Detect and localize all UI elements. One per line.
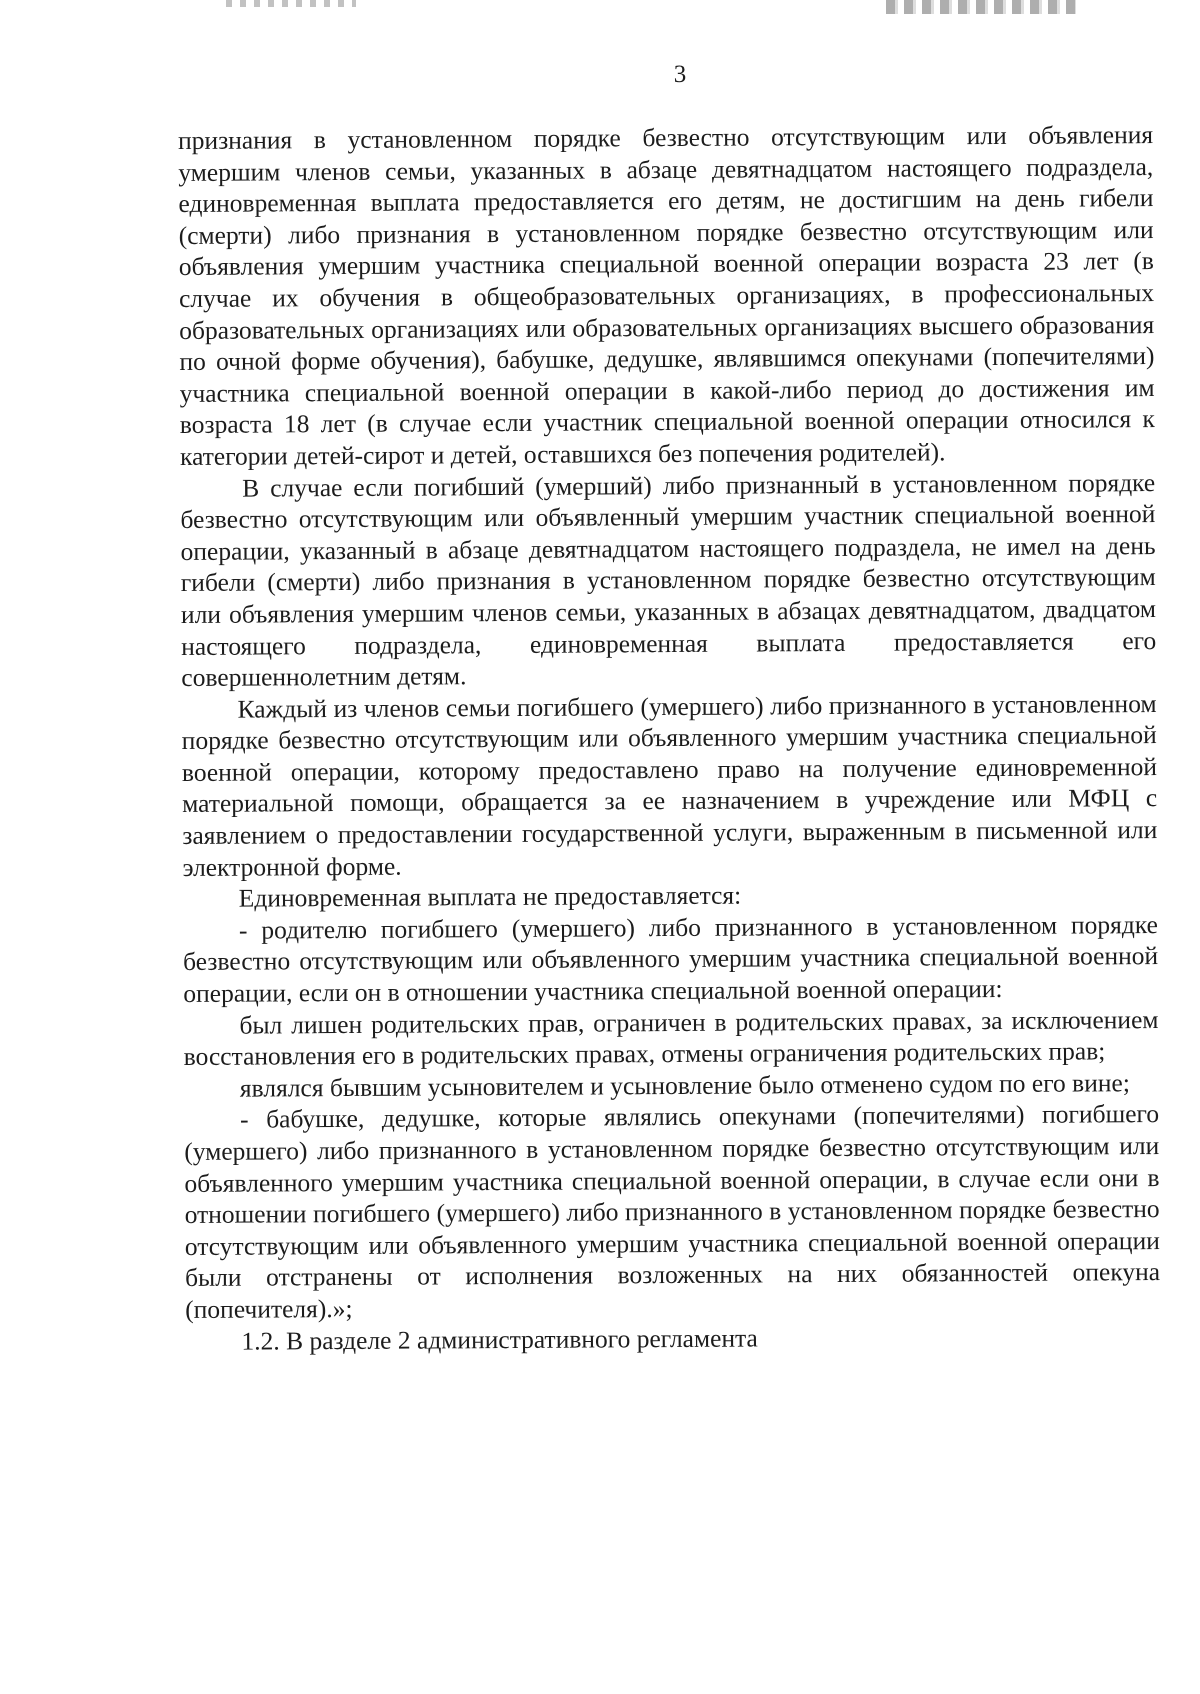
list-subitem-deprived-rights: был лишен родительских прав, ограничен в родительских правах, за исключением восстановления его в родительских правах, отмены ограничения родительских прав; <box>183 1004 1159 1072</box>
list-item-grandparents: - бабушке, дедушке, которые являлись опекунами (попечителями) погибшего (умершего) либо признанного в установленном порядке безвестно отсутствующим или объявленного умершим участника специальной военной операции, в случае если они в отношении погибшего (умершего) либо признанного в установленном порядке безвестно отсутствующим или объявленного умершим участника специальной военной операции были отстранены от исполнения возложенных на них обязанностей опекуна (попечителя).»; <box>184 1099 1161 1324</box>
scan-artifact-left <box>226 0 356 7</box>
paragraph-no-family: В случае если погибший (умерший) либо признанный в установленном порядке безвестно отсутствующим или объявленный умершим участник специальной военной операции, указанный в абзаце девятнадцатом настоящего подраздела, не имел на день гибели (смерти) либо признания в установленном порядке безвестно отсутствующим или объявления умершим членов семьи, указанных в абзацах девятнадцатом, двадцатом настоящего подраздела, единовременная выплата предоставляется его совершеннолетним детям. <box>180 467 1157 693</box>
page-number: 3 <box>673 61 687 88</box>
paragraph-application: Каждый из членов семьи погибшего (умершего) либо признанного в установленном порядке безвестно отсутствующим или объявленного умершим участника специальной военной операции, которому предоставлено право на получение единовременной материальной помощи, обращается за ее назначением в учреждение или МФЦ с заявлением о предоставлении государственной услуги, выраженным в письменной или электронной форме. <box>181 688 1158 882</box>
list-subitem-adoption-cancelled: являлся бывшим усыновителем и усыновление было отменено судом по его вине; <box>239 1068 1130 1103</box>
paragraph-continuation: признания в установленном порядке безвестно отсутствующим или объявления умершим членов семьи, указанных в абзаце девятнадцатом настоящего подраздела, единовременная выплата предоставляется его детям, не достигшим на день гибели (смерти) либо признания в установленном порядке безвестно отсутствующим или объявления умершим участника специальной военной операции возраста 23 лет (в случае их обучения в общеобразовательных организациях, в профессиональных образовательных организациях или образовательных организациях высшего образования по очной форме обучения), бабушке, дедушке, являвшимся опекунами (попечителями) участника специальной военной операции в какой-либо период до достижения им возраста 18 лет (в случае если участник специальной военной операции относился к категории детей-сирот и детей, оставшихся без попечения родителей). <box>178 120 1155 471</box>
list-item-parent: - родителю погибшего (умершего) либо признанного в установленном порядке безвестно отсутствующим или объявленного умершим участника специальной военной операции, если он в отношении участника специальной военной операции: <box>183 909 1159 1009</box>
document-body <box>178 119 1161 1357</box>
paragraph-not-provided: Единовременная выплата не предоставляется: <box>238 880 742 913</box>
section-heading-1-2: 1.2. В разделе 2 административного регламента <box>241 1323 758 1356</box>
scan-artifact-right <box>886 0 1076 14</box>
